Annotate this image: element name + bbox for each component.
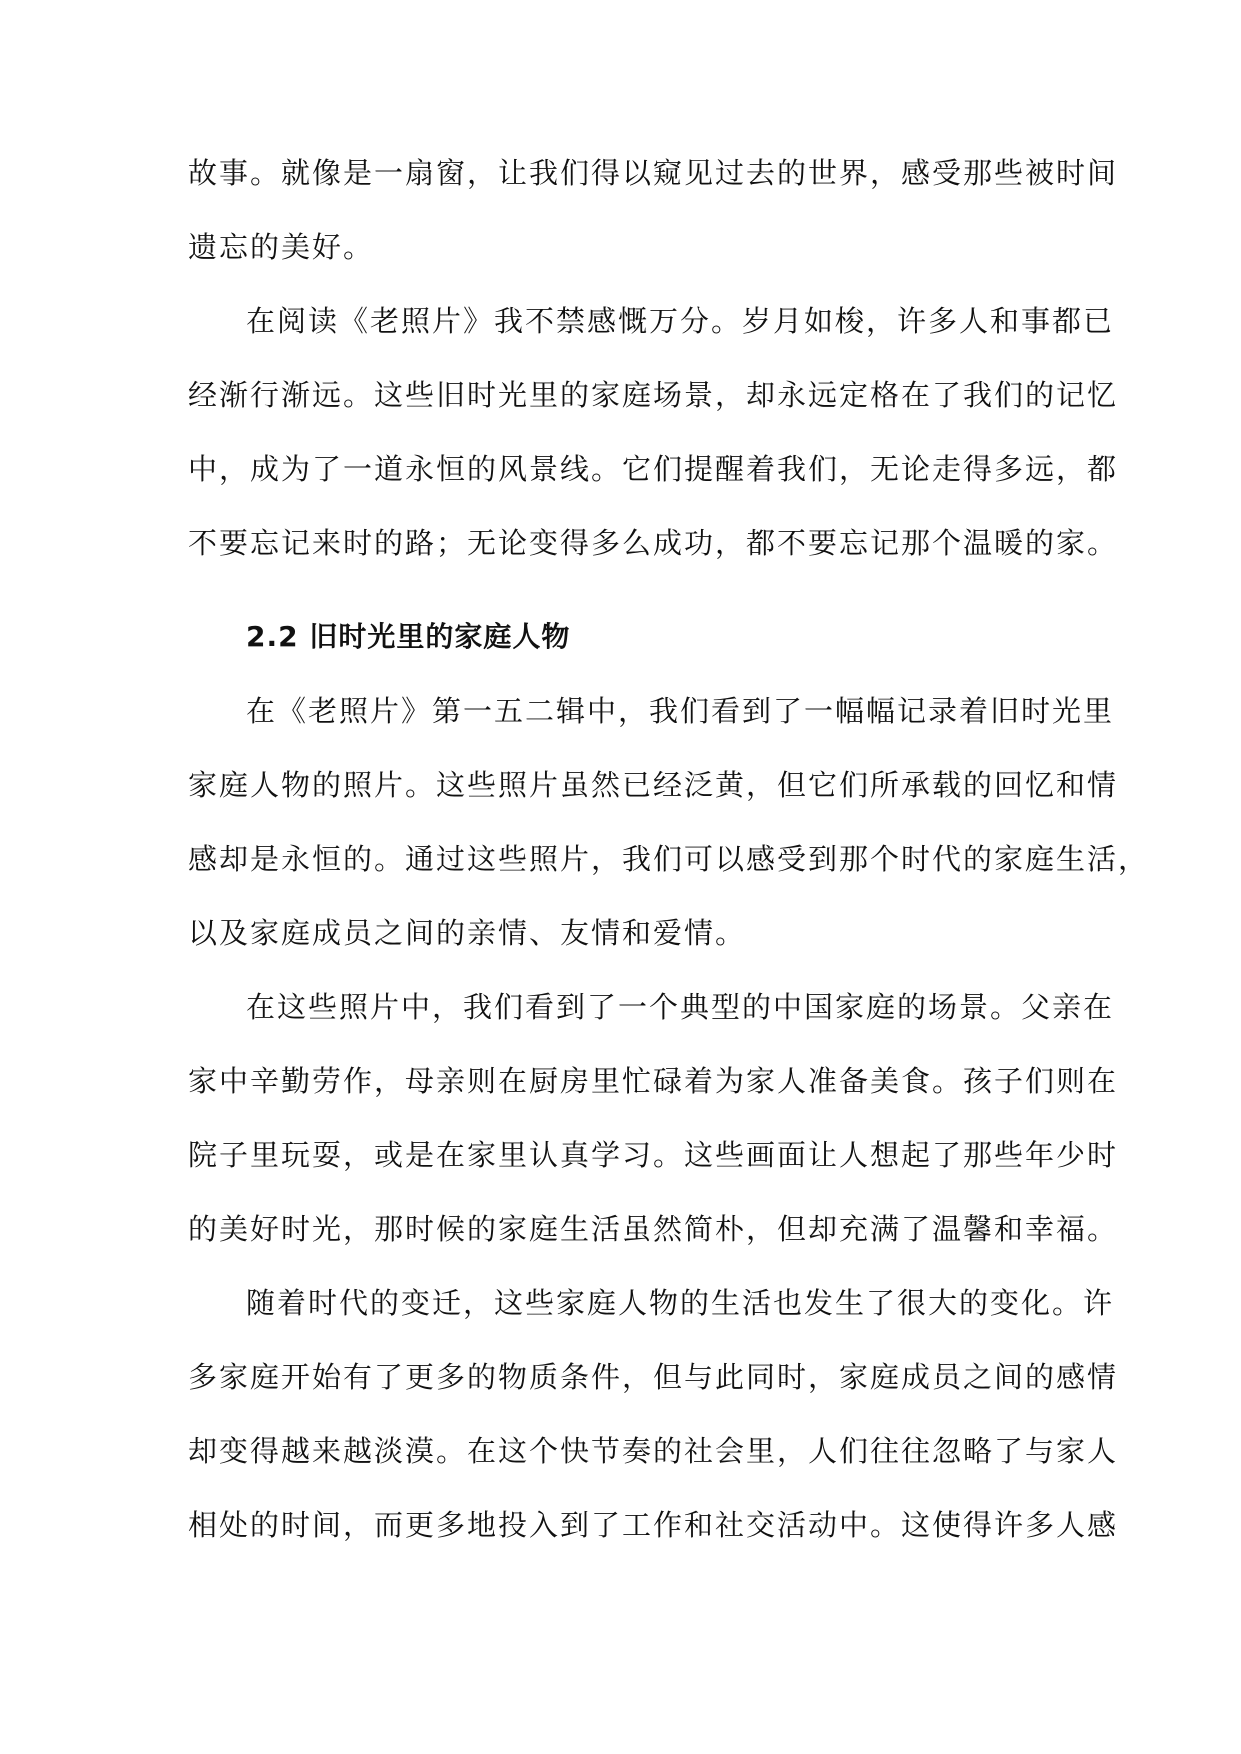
paragraph	[188, 970, 1119, 1266]
paragraph	[188, 1266, 1119, 1562]
text-line: 遗忘的美好。	[188, 230, 375, 264]
text-line: 在《老照片》第一五二辑中，我们看到了一幅幅记录着旧时光里	[246, 694, 1115, 728]
text-line: 感却是永恒的。通过这些照片，我们可以感受到那个时代的家庭生活，	[188, 842, 1150, 876]
text-line: 的美好时光，那时候的家庭生活虽然简朴，但却充满了温馨和幸福。	[188, 1212, 1119, 1246]
document-body	[188, 136, 1150, 1562]
text-line: 随着时代的变迁，这些家庭人物的生活也发生了很大的变化。许	[246, 1286, 1115, 1320]
text-line: 家中辛勤劳作，母亲则在厨房里忙碌着为家人准备美食。孩子们则在	[188, 1064, 1119, 1098]
text-line: 故事。就像是一扇窗，让我们得以窥见过去的世界，感受那些被时间	[188, 156, 1119, 190]
text-line: 中，成为了一道永恒的风景线。它们提醒着我们，无论走得多远，都	[188, 452, 1119, 486]
section-heading: 2.2 旧时光里的家庭人物	[246, 620, 571, 653]
text-line: 院子里玩耍，或是在家里认真学习。这些画面让人想起了那些年少时	[188, 1138, 1119, 1172]
text-line: 家庭人物的照片。这些照片虽然已经泛黄，但它们所承载的回忆和情	[188, 768, 1119, 802]
paragraph	[188, 284, 1119, 580]
text-line: 多家庭开始有了更多的物质条件，但与此同时，家庭成员之间的感情	[188, 1360, 1119, 1394]
text-line: 经渐行渐远。这些旧时光里的家庭场景，却永远定格在了我们的记忆	[188, 378, 1119, 412]
paragraph	[188, 136, 1119, 284]
paragraph	[188, 674, 1150, 970]
text-line: 在这些照片中，我们看到了一个典型的中国家庭的场景。父亲在	[246, 990, 1115, 1024]
text-line: 不要忘记来时的路；无论变得多么成功，都不要忘记那个温暖的家。	[188, 526, 1119, 560]
text-line: 却变得越来越淡漠。在这个快节奏的社会里，人们往往忽略了与家人	[188, 1434, 1119, 1468]
text-line: 以及家庭成员之间的亲情、友情和爱情。	[188, 916, 747, 950]
text-line: 在阅读《老照片》我不禁感慨万分。岁月如梭，许多人和事都已	[246, 304, 1115, 338]
text-line: 相处的时间，而更多地投入到了工作和社交活动中。这使得许多人感	[188, 1508, 1119, 1542]
